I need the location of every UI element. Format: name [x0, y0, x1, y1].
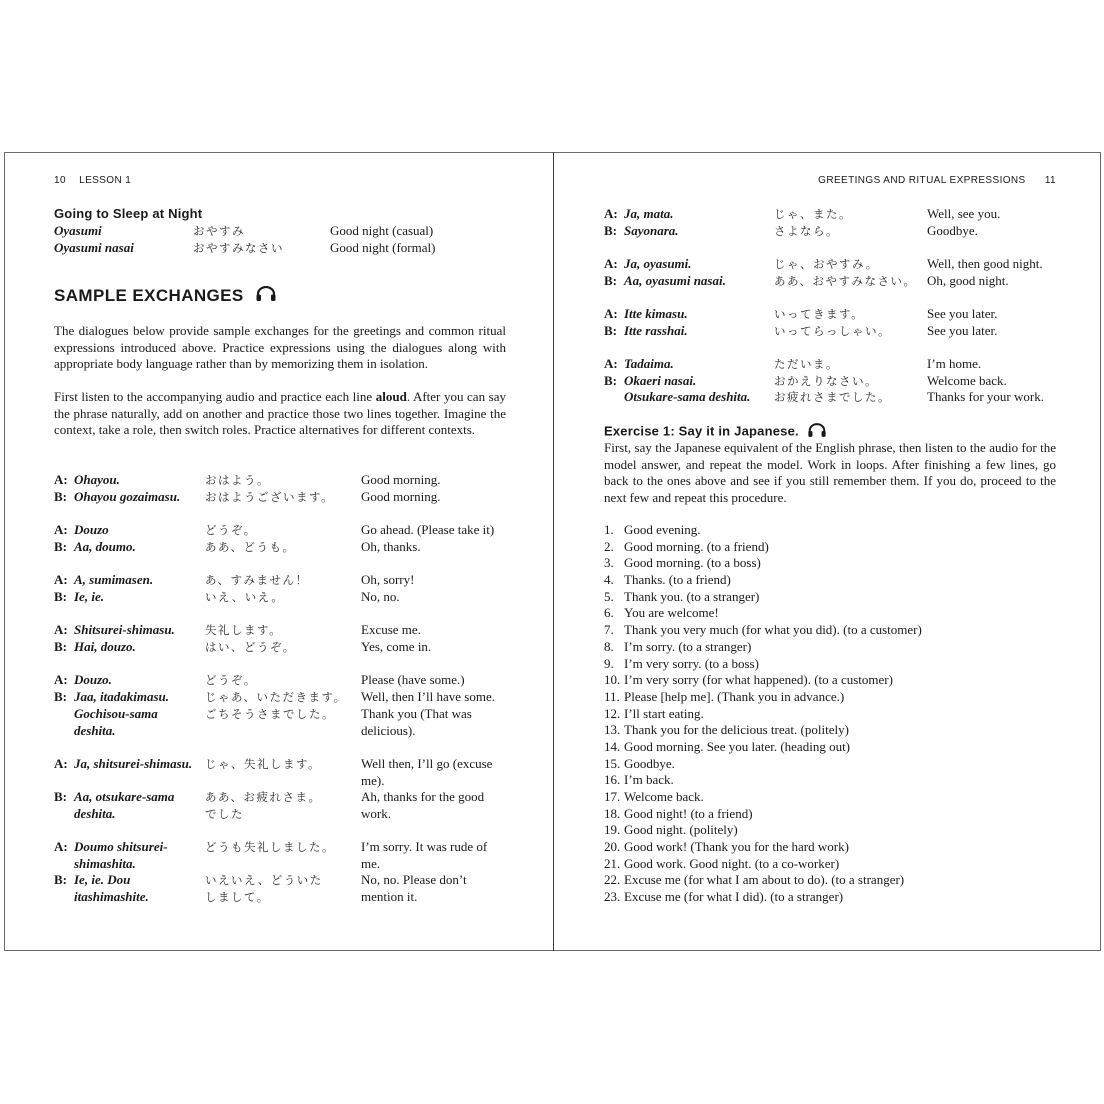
- dialogue-row: [54, 889, 506, 905]
- dialogue-row: [604, 323, 1056, 339]
- exercise-item-number: 4.: [604, 572, 614, 588]
- speaker-label: B:: [54, 689, 67, 704]
- dialogue-row: [604, 306, 1056, 322]
- japanese-text: おやすみ: [193, 224, 245, 238]
- romaji-text: deshita.: [74, 723, 116, 738]
- exercise-item-number: 21.: [604, 855, 621, 871]
- dialogue-row: [54, 789, 506, 805]
- japanese-text: おかえりなさい。: [774, 374, 878, 388]
- exercise-item-text: I’ll start eating.: [624, 705, 704, 721]
- english-translation: Well, then I’ll have some.: [361, 689, 495, 704]
- japanese-text: おはよう。: [205, 473, 270, 487]
- dialogue-row: [54, 706, 506, 722]
- exercise-item-text: Good morning. (to a boss): [624, 555, 761, 571]
- exercise-item-text: Good work. Good night. (to a co-worker): [624, 855, 840, 871]
- dialogue-row: [604, 356, 1056, 372]
- english-translation: Good morning.: [361, 472, 441, 487]
- section-heading: [54, 286, 277, 307]
- dialogue-row: [54, 223, 506, 239]
- japanese-text: いえいえ、どういた: [205, 873, 323, 887]
- japanese-text: ごちそうさまでした。: [205, 707, 335, 721]
- exercise-item-number: 13.: [604, 722, 621, 738]
- japanese-text: お疲れさまでした。: [774, 390, 891, 404]
- romaji-text: Sayonara.: [624, 223, 679, 238]
- japanese-text: じゃ、失礼します。: [205, 757, 322, 771]
- dialogue-row: [54, 639, 506, 655]
- japanese-text: ただいま。: [774, 357, 839, 371]
- dialogue-row: [604, 223, 1056, 239]
- romaji-text: Otsukare-sama deshita.: [624, 389, 751, 404]
- japanese-text: ああ、お疲れさま。: [205, 790, 322, 804]
- romaji-text: Shitsurei-shimasu.: [74, 622, 175, 637]
- english-translation: Well, see you.: [927, 206, 1001, 221]
- japanese-text: でした: [205, 807, 244, 821]
- practice-text-2: . After you can say the phrase naturally, add on another and practice those two lines together. Imagine the context, take a role, then switch roles. Practice alternatives for different contexts.: [54, 389, 506, 438]
- dialogue-row: [54, 572, 506, 588]
- romaji-text: Oyasumi nasai: [54, 240, 134, 255]
- romaji-text: deshita.: [74, 806, 116, 821]
- speaker-label: B:: [54, 639, 67, 654]
- japanese-text: はい、どうぞ。: [205, 640, 296, 654]
- right-page: [604, 152, 1056, 951]
- speaker-label: B:: [54, 489, 67, 504]
- romaji-text: itashimashite.: [74, 889, 149, 904]
- exercise-item-number: 20.: [604, 839, 621, 855]
- dialogue-row: [54, 773, 506, 789]
- english-translation: Yes, come in.: [361, 639, 432, 654]
- exercise-item-text: Thank you. (to a stranger): [624, 588, 760, 604]
- exercise-item-number: 7.: [604, 622, 614, 638]
- romaji-text: Itte rasshai.: [624, 323, 688, 338]
- exercise-item-number: 22.: [604, 872, 621, 888]
- exercise-item-text: I’m very sorry. (to a boss): [624, 655, 759, 671]
- exercise-item-number: 5.: [604, 588, 614, 604]
- english-translation: Good night (casual): [330, 223, 434, 238]
- romaji-text: Aa, otsukare-sama: [74, 789, 175, 804]
- romaji-text: A, sumimasen.: [74, 572, 154, 587]
- speaker-label: A:: [54, 572, 68, 587]
- speaker-label: A:: [54, 756, 68, 771]
- speaker-label: B:: [604, 223, 617, 238]
- speaker-label: A:: [604, 206, 618, 221]
- speaker-label: A:: [54, 472, 68, 487]
- english-translation: me).: [361, 773, 385, 788]
- speaker-label: B:: [54, 789, 67, 804]
- romaji-text: Ie, ie.: [74, 589, 104, 604]
- exercise-item-text: Thanks. (to a friend): [624, 572, 731, 588]
- japanese-text: じゃ、おやすみ。: [774, 257, 879, 271]
- intro-paragraph: The dialogues below provide sample exchanges for the greetings and common ritual expressions introduced above. Practice expressions using the dialogues along with appropriate body language rather than by memorizing them in isolation.: [54, 323, 506, 372]
- dialogue-row: [604, 256, 1056, 272]
- section-heading-text: SAMPLE EXCHANGES: [54, 286, 244, 305]
- english-translation: See you later.: [927, 323, 998, 338]
- japanese-text: どうも失礼しました。: [205, 840, 335, 854]
- exercise-item-text: You are welcome!: [624, 605, 719, 621]
- exercise-item-number: 15.: [604, 755, 621, 771]
- exercise-item-text: I’m very sorry (for what happened). (to a customer): [624, 672, 893, 688]
- english-translation: Please (have some.): [361, 672, 465, 687]
- exercise-item-number: 2.: [604, 538, 614, 554]
- dialogue-row: [54, 622, 506, 638]
- english-translation: Oh, thanks.: [361, 539, 421, 554]
- japanese-text: おはようございます。: [205, 490, 335, 504]
- exercise-item-text: Thank you for the delicious treat. (politely): [624, 722, 849, 738]
- english-translation: Oh, sorry!: [361, 572, 415, 587]
- headphones-icon[interactable]: [807, 423, 827, 441]
- exercise-item-text: Please [help me]. (Thank you in advance.): [624, 688, 845, 704]
- speaker-label: B:: [604, 323, 617, 338]
- exercise-item-number: 1.: [604, 522, 614, 537]
- exercise-item-text: Good work! (Thank you for the hard work): [624, 839, 849, 855]
- exercise-item-text: I’m sorry. (to a stranger): [624, 638, 752, 654]
- english-translation: me.: [361, 856, 381, 871]
- exercise-instructions: First, say the Japanese equivalent of the English phrase, then listen to the audio for the model answer, and repeat the model. Work in loops. After finishing a few lines, go back to the ones above and see if you still remember them. If you do, proceed to the next few and repeat this procedure.: [604, 440, 1056, 506]
- exercise-item-number: 3.: [604, 555, 614, 571]
- running-head-left: [54, 175, 131, 186]
- romaji-text: Aa, doumo.: [74, 539, 136, 554]
- romaji-text: Itte kimasu.: [624, 306, 688, 321]
- english-translation: Well, then good night.: [927, 256, 1043, 271]
- running-head-right: [818, 175, 1056, 186]
- running-head-title: LESSON 1: [79, 175, 132, 186]
- exercise-item-number: 12.: [604, 705, 621, 721]
- english-translation: Thank you (That was: [361, 706, 472, 721]
- speaker-label: A:: [54, 672, 68, 687]
- dialogue-row: [54, 839, 506, 855]
- english-translation: No, no.: [361, 589, 400, 604]
- dialogue-row: [54, 806, 506, 822]
- speaker-label: A:: [54, 839, 68, 854]
- romaji-text: Oyasumi: [54, 223, 102, 238]
- romaji-text: Hai, douzo.: [74, 639, 136, 654]
- practice-paragraph: [54, 389, 506, 439]
- dialogue-row: [54, 756, 506, 772]
- japanese-text: じゃ、また。: [774, 207, 852, 221]
- english-translation: Welcome back.: [927, 373, 1007, 388]
- english-translation: Thanks for your work.: [927, 389, 1044, 404]
- romaji-text: Gochisou-sama: [74, 706, 158, 721]
- headphones-icon[interactable]: [255, 286, 277, 307]
- exercise-item-number: 8.: [604, 638, 614, 654]
- exercise-item-text: Good night! (to a friend): [624, 805, 753, 821]
- japanese-text: おやすみなさい: [193, 241, 284, 255]
- english-translation: Well then, I’ll go (excuse: [361, 756, 493, 771]
- exercise-item-text: Good night. (politely): [624, 822, 738, 838]
- english-translation: See you later.: [927, 306, 998, 321]
- exercise-item-text: Thank you very much (for what you did). (to a customer): [624, 622, 922, 638]
- page-number: 11: [1044, 175, 1056, 186]
- english-translation: Goodbye.: [927, 223, 978, 238]
- english-translation: Go ahead. (Please take it): [361, 522, 495, 537]
- left-page: [54, 152, 506, 951]
- exercise-item-text: Good evening.: [624, 522, 701, 537]
- exercise-item-number: 6.: [604, 605, 614, 621]
- english-translation: Good morning.: [361, 489, 441, 504]
- practice-text-1: First listen to the accompanying audio and practice each line: [54, 389, 373, 404]
- japanese-text: どうぞ。: [205, 523, 257, 537]
- romaji-text: Ja, mata.: [624, 206, 674, 221]
- japanese-text: 失礼します。: [205, 623, 283, 637]
- japanese-text: ああ、おやすみなさい。: [774, 274, 917, 288]
- practice-text-bold: aloud: [375, 389, 407, 404]
- english-translation: Ah, thanks for the good: [361, 789, 485, 804]
- romaji-text: Okaeri nasai.: [624, 373, 697, 388]
- speaker-label: A:: [54, 622, 68, 637]
- dialogue-row: [54, 522, 506, 538]
- romaji-text: Ja, shitsurei-shimasu.: [74, 756, 193, 771]
- english-translation: Excuse me.: [361, 622, 421, 637]
- dialogue-row: [604, 206, 1056, 222]
- exercise-item-text: Excuse me (for what I am about to do). (to a stranger): [624, 872, 905, 888]
- exercise-item-number: 16.: [604, 772, 621, 788]
- romaji-text: Doumo shitsurei-: [74, 839, 168, 854]
- japanese-text: しまして。: [205, 890, 270, 904]
- english-translation: work.: [361, 806, 391, 821]
- exercise-item-number: 10.: [604, 672, 621, 688]
- english-translation: No, no. Please don’t: [361, 872, 467, 887]
- romaji-text: Douzo.: [74, 672, 112, 687]
- japanese-text: いえ、いえ。: [205, 590, 285, 604]
- dialogue-row: [604, 273, 1056, 289]
- english-translation: delicious).: [361, 723, 416, 738]
- speaker-label: B:: [54, 539, 67, 554]
- dialogue-row: [54, 472, 506, 488]
- english-translation: mention it.: [361, 889, 418, 904]
- page-number: 10: [54, 175, 66, 186]
- exercise-item-number: 11.: [604, 688, 620, 704]
- dialogue-row: [54, 589, 506, 605]
- japanese-text: ああ、どうも。: [205, 540, 296, 554]
- running-head-title: GREETINGS AND RITUAL EXPRESSIONS: [818, 175, 1026, 186]
- romaji-text: Douzo: [74, 522, 109, 537]
- romaji-text: Tadaima.: [624, 356, 674, 371]
- speaker-label: A:: [54, 522, 68, 537]
- exercise-item-number: 19.: [604, 822, 621, 838]
- exercise-item-number: 14.: [604, 738, 621, 754]
- dialogue-row: [54, 689, 506, 705]
- japanese-text: さよなら。: [774, 224, 839, 238]
- exercise-heading-text: Exercise 1: Say it in Japanese.: [604, 423, 799, 439]
- dialogue-row: [54, 489, 506, 505]
- romaji-text: Ie, ie. Dou: [74, 872, 131, 887]
- dialogue-row: [604, 373, 1056, 389]
- exercise-item-number: 23.: [604, 889, 621, 905]
- speaker-label: B:: [604, 273, 617, 288]
- dialogue-row: [54, 856, 506, 872]
- speaker-label: A:: [604, 356, 618, 371]
- speaker-label: B:: [54, 872, 67, 887]
- romaji-text: Ohayou gozaimasu.: [74, 489, 181, 504]
- romaji-text: Aa, oyasumi nasai.: [624, 273, 726, 288]
- english-translation: I’m sorry. It was rude of: [361, 839, 488, 854]
- dialogue-row: [604, 389, 1056, 405]
- english-translation: I’m home.: [927, 356, 982, 371]
- japanese-text: どうぞ。: [205, 673, 257, 687]
- japanese-text: いってらっしゃい。: [774, 324, 891, 338]
- exercise-item-text: I’m back.: [624, 772, 674, 788]
- romaji-text: Jaa, itadakimasu.: [74, 689, 169, 704]
- exercise-item-number: 17.: [604, 789, 621, 804]
- exercise-heading: [604, 423, 827, 441]
- dialogue-row: [54, 872, 506, 888]
- page-gutter: [553, 152, 554, 951]
- speaker-label: A:: [604, 306, 618, 321]
- japanese-text: いってきます。: [774, 307, 865, 321]
- dialogue-row: [54, 240, 506, 256]
- exercise-item-number: 9.: [604, 655, 614, 671]
- dialogue-row: [54, 723, 506, 739]
- romaji-text: Ohayou.: [74, 472, 120, 487]
- going-to-sleep-heading: Going to Sleep at Night: [54, 206, 203, 221]
- japanese-text: あ、すみません！: [205, 573, 309, 587]
- exercise-item-text: Goodbye.: [624, 755, 675, 771]
- romaji-text: Ja, oyasumi.: [624, 256, 692, 271]
- exercise-item-text: Excuse me (for what I did). (to a stranger): [624, 889, 844, 905]
- speaker-label: B:: [54, 589, 67, 604]
- exercise-item-text: Welcome back.: [624, 789, 704, 804]
- english-translation: Oh, good night.: [927, 273, 1009, 288]
- dialogue-row: [54, 539, 506, 555]
- speaker-label: A:: [604, 256, 618, 271]
- dialogue-row: [54, 672, 506, 688]
- romaji-text: shimashita.: [74, 856, 136, 871]
- speaker-label: B:: [604, 373, 617, 388]
- japanese-text: じゃあ、いただきます。: [205, 690, 347, 704]
- exercise-item-text: Good morning. See you later. (heading out): [624, 738, 851, 754]
- exercise-item-number: 18.: [604, 805, 621, 821]
- exercise-item-text: Good morning. (to a friend): [624, 538, 769, 554]
- english-translation: Good night (formal): [330, 240, 436, 255]
